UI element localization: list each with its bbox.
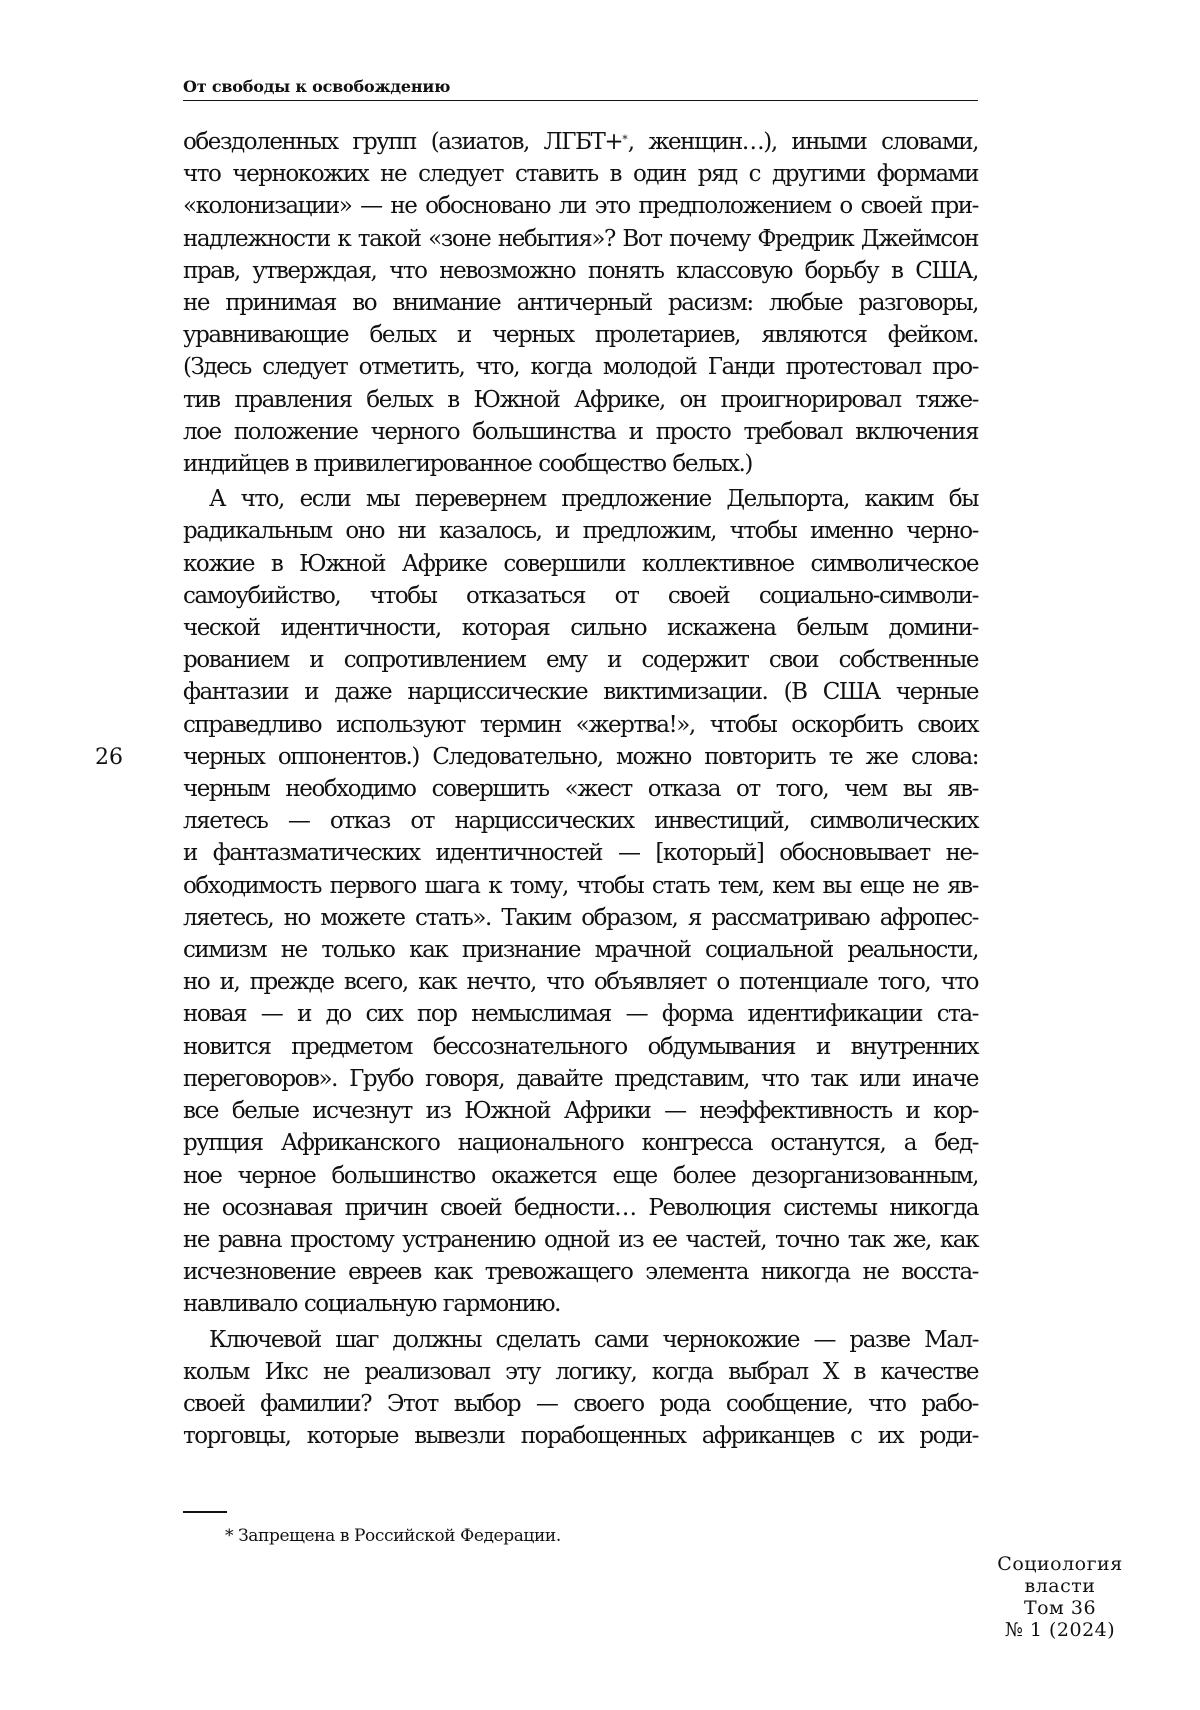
text-line: индийцев в привилегированное сообщество белых.) xyxy=(183,451,752,478)
text-line: уравнивающие белых и черных пролетариев, являются фейком. xyxy=(183,322,978,349)
text-line: тив правления белых в Южной Африке, он проигнорировал тяже- xyxy=(183,386,978,413)
text-line: обездоленных групп (азиатов, ЛГБТ+*, женщин…), иными словами, xyxy=(183,129,978,155)
journal-issue: № 1 (2024) xyxy=(1004,1619,1116,1641)
text-line: что чернокожих не следует ставить в один ряд с другими формами xyxy=(183,161,978,188)
article-body xyxy=(183,126,978,1452)
text-line: фантазии и даже нарциссические виктимизации. (В США черные xyxy=(183,679,978,706)
text-line: кожие в Южной Африке совершили коллективное символическое xyxy=(183,550,978,577)
text-line: кольм Икс не реализовал эту логику, когда выбрал X в качестве xyxy=(183,1358,978,1385)
text-line: исчезновение евреев как тревожащего элемента никогда не восста- xyxy=(183,1259,978,1286)
footnote-divider xyxy=(183,1511,227,1513)
text-line: ляетесь, но можете стать». Таким образом, я рассматриваю афропес- xyxy=(183,904,978,931)
text-line: Ключевой шаг должны сделать сами чернокожие — разве Мал- xyxy=(209,1326,978,1353)
text-line: ческой идентичности, которая сильно искажена белым домини- xyxy=(183,615,978,642)
journal-info xyxy=(960,1553,1160,1641)
text-line: все белые исчезнут из Южной Африки — неэффективность и кор- xyxy=(183,1098,978,1125)
journal-name-line1: Социология xyxy=(997,1553,1123,1575)
text-line: рованием и сопротивлением ему и содержит свои собственные xyxy=(183,647,978,674)
text-line: ное черное большинство окажется еще более дезорганизованным, xyxy=(183,1162,978,1189)
text-line: рупция Африканского национального конгресса останутся, а бед- xyxy=(183,1130,978,1157)
paragraph xyxy=(183,126,978,480)
text-line: обходимость первого шага к тому, чтобы стать тем, кем вы еще не яв- xyxy=(183,872,978,899)
footnote-marker: * xyxy=(622,133,628,146)
text-line: торговцы, которые вывезли порабощенных африканцев с их роди- xyxy=(183,1423,978,1450)
text-line: справедливо используют термин «жертва!», чтобы оскорбить своих xyxy=(183,711,978,738)
text-line: радикальным оно ни казалось, и предложим, чтобы именно черно- xyxy=(183,518,978,545)
text-line: не принимая во внимание античерный расизм: любые разговоры, xyxy=(183,290,978,317)
journal-name-line2: власти xyxy=(1024,1575,1096,1597)
text-line: (Здесь следует отметить, что, когда молодой Ганди протестовал про- xyxy=(183,354,978,381)
text-line: черным необходимо совершить «жест отказа от того, чем вы яв- xyxy=(183,776,978,803)
text-line: новится предметом бессознательного обдумывания и внутренних xyxy=(183,1033,978,1060)
text-line: черных оппонентов.) Следовательно, можно повторить те же слова: xyxy=(183,743,978,770)
text-line: «колонизации» — не обосновано ли это предположением о своей при- xyxy=(183,193,978,220)
text-line: лое положение черного большинства и просто требовал включения xyxy=(183,418,978,445)
text-line: не осознавая причин своей бедности… Революция системы никогда xyxy=(183,1194,978,1221)
text-line: новая — и до сих пор немыслимая — форма идентификации ста- xyxy=(183,1001,978,1028)
text-line: и фантазматических идентичностей — [который] обосновывает не- xyxy=(183,840,978,867)
text-line: надлежности к такой «зоне небытия»? Вот почему Фредрик Джеймсон xyxy=(183,225,978,252)
text-line: прав, утверждая, что невозможно понять классовую борьбу в США, xyxy=(183,257,978,284)
text-line: но и, прежде всего, как нечто, что объявляет о потенциале того, что xyxy=(183,969,978,996)
text-line: симизм не только как признание мрачной социальной реальности, xyxy=(183,937,978,964)
paragraph xyxy=(183,1324,978,1453)
text-line: переговоров». Грубо говоря, давайте представим, что так или иначе xyxy=(183,1065,978,1092)
text-line: не равна простому устранению одной из ее частей, точно так же, как xyxy=(183,1226,978,1253)
text-line: ляетесь — отказ от нарциссических инвестиций, символических xyxy=(183,808,978,835)
footnote: * Запрещена в Российской Федерации. xyxy=(225,1526,561,1546)
running-header: От свободы к освобождению xyxy=(183,76,978,101)
page-number: 26 xyxy=(95,745,123,770)
journal-volume: Том 36 xyxy=(1023,1597,1097,1619)
text-line: самоубийство, чтобы отказаться от своей социально-символи- xyxy=(183,582,978,609)
text-line: своей фамилии? Этот выбор — своего рода сообщение, что рабо- xyxy=(183,1390,978,1417)
text-line: навливало социальную гармонию. xyxy=(183,1291,560,1318)
text-line: А что, если мы перевернем предложение Дельпорта, каким бы xyxy=(209,486,978,513)
paragraph xyxy=(183,483,978,1320)
